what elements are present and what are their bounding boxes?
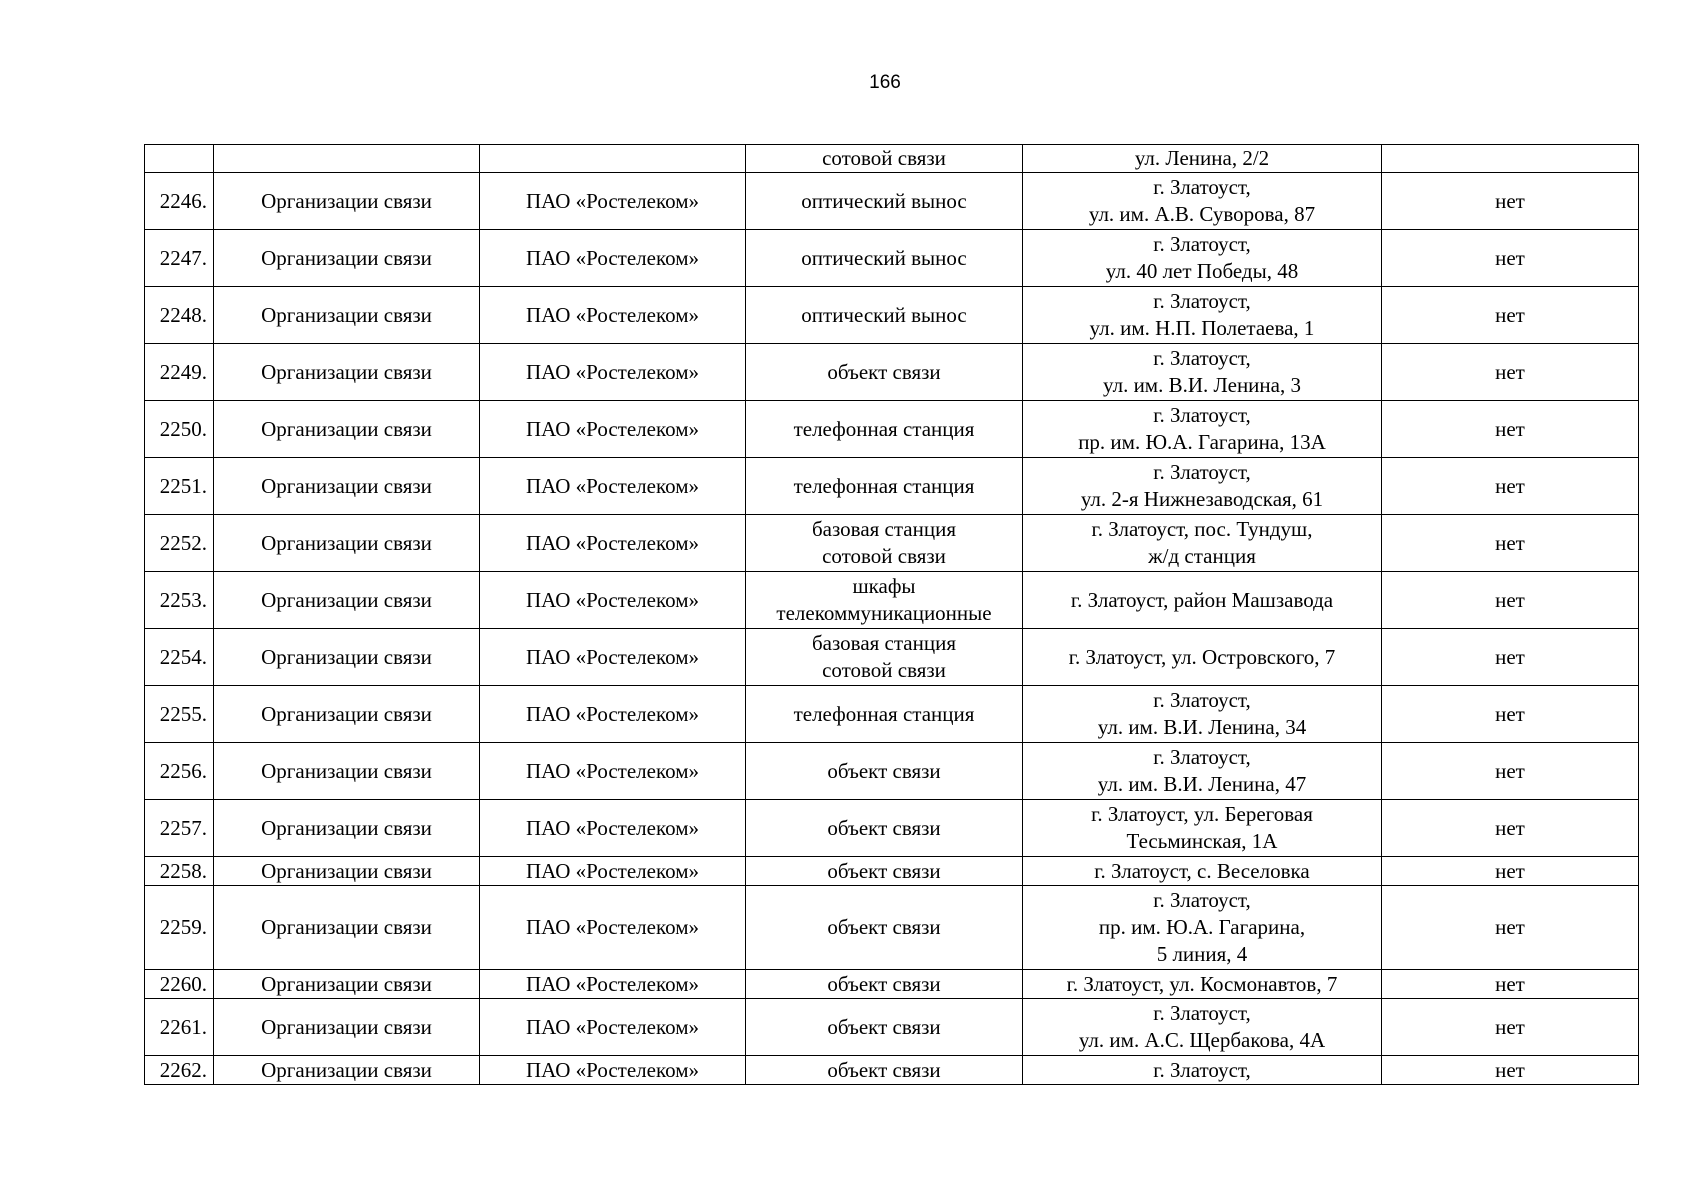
cell-type-line: объект связи: [827, 1014, 941, 1039]
cell-note: нет: [1382, 999, 1639, 1056]
cell-type: [746, 800, 1023, 857]
cell-type-line: базовая станция: [812, 631, 956, 655]
cell-address-line: г. Златоуст,: [1153, 688, 1251, 712]
cell-address: [1023, 886, 1382, 970]
cell-num: 2262.: [145, 1056, 214, 1085]
cell-note: нет: [1382, 230, 1639, 287]
cell-note: нет: [1382, 344, 1639, 401]
cell-note: нет: [1382, 1056, 1639, 1085]
table-row: [145, 515, 1639, 572]
cell-type: [746, 230, 1023, 287]
cell-address-line: ул. им. Н.П. Полетаева, 1: [1089, 316, 1315, 340]
cell-type-line: оптический вынос: [801, 245, 967, 270]
cell-category: Организации связи: [214, 1056, 480, 1085]
cell-num: 2261.: [145, 999, 214, 1056]
cell-type: [746, 515, 1023, 572]
cell-category: Организации связи: [214, 287, 480, 344]
table-row: [145, 686, 1639, 743]
cell-category: Организации связи: [214, 173, 480, 230]
cell-address-line: г. Златоуст, ул. Островского, 7: [1068, 644, 1336, 669]
table-row: [145, 800, 1639, 857]
cell-org: ПАО «Ростелеком»: [480, 287, 746, 344]
cell-org: ПАО «Ростелеком»: [480, 230, 746, 287]
cell-note: нет: [1382, 886, 1639, 970]
cell-category: Организации связи: [214, 800, 480, 857]
cell-num: 2249.: [145, 344, 214, 401]
cell-type: [746, 173, 1023, 230]
cell-address-line: пр. им. Ю.А. Гагарина,: [1098, 915, 1306, 939]
cell-address-line: ж/д станция: [1148, 544, 1256, 568]
table-row: [145, 572, 1639, 629]
cell-num: 2250.: [145, 401, 214, 458]
cell-address: [1023, 458, 1382, 515]
cell-address: [1023, 999, 1382, 1056]
cell-org: ПАО «Ростелеком»: [480, 173, 746, 230]
cell-type: [746, 999, 1023, 1056]
cell-type-line: сотовой связи: [822, 658, 946, 682]
cell-type-line: объект связи: [827, 359, 941, 384]
cell-address-line: г. Златоуст, пос. Тундуш,: [1091, 517, 1313, 541]
registry-table-body: [145, 145, 1639, 1085]
cell-address: [1023, 230, 1382, 287]
cell-address-line: ул. им. В.И. Ленина, 34: [1097, 715, 1307, 739]
table-row: [145, 344, 1639, 401]
cell-org: ПАО «Ростелеком»: [480, 344, 746, 401]
table-row: [145, 857, 1639, 886]
cell-num: 2258.: [145, 857, 214, 886]
cell-type-line: объект связи: [827, 815, 941, 840]
cell-type-line: объект связи: [827, 758, 941, 783]
cell-address: [1023, 344, 1382, 401]
cell-type: [746, 401, 1023, 458]
cell-address-line: г. Златоуст, с. Веселовка: [1094, 858, 1310, 883]
cell-address-line: г. Златоуст,: [1153, 1057, 1251, 1082]
cell-address: [1023, 970, 1382, 999]
cell-address: [1023, 857, 1382, 886]
table-row: [145, 999, 1639, 1056]
cell-note: нет: [1382, 458, 1639, 515]
cell-org: ПАО «Ростелеком»: [480, 970, 746, 999]
cell-address: [1023, 401, 1382, 458]
cell-type-line: объект связи: [827, 858, 941, 883]
cell-num: 2246.: [145, 173, 214, 230]
cell-address-line: г. Златоуст, ул. Береговая: [1091, 802, 1313, 826]
cell-address: [1023, 629, 1382, 686]
cell-num: 2247.: [145, 230, 214, 287]
table-row: [145, 629, 1639, 686]
cell-type-line: объект связи: [827, 915, 941, 939]
cell-address: [1023, 686, 1382, 743]
cell-category: Организации связи: [214, 743, 480, 800]
cell-type-line: телекоммуникационные: [776, 601, 992, 625]
cell-category: Организации связи: [214, 999, 480, 1056]
cell-address-line: г. Златоуст,: [1153, 745, 1251, 769]
page-number: 166: [869, 72, 901, 93]
cell-type: [746, 743, 1023, 800]
cell-org: ПАО «Ростелеком»: [480, 857, 746, 886]
cell-num: 2251.: [145, 458, 214, 515]
cell-type-line: сотовой связи: [822, 544, 946, 568]
cell-address: [1023, 287, 1382, 344]
cell-type-line: базовая станция: [812, 517, 956, 541]
cell-address-line: г. Златоуст,: [1153, 403, 1251, 427]
cell-num: 2255.: [145, 686, 214, 743]
cell-type: [746, 572, 1023, 629]
cell-address-line: ул. им. В.И. Ленина, 47: [1097, 772, 1307, 796]
cell-address-line: пр. им. Ю.А. Гагарина, 13А: [1078, 430, 1326, 454]
cell-num: 2248.: [145, 287, 214, 344]
cell-category: Организации связи: [214, 572, 480, 629]
cell-org: ПАО «Ростелеком»: [480, 886, 746, 970]
cell-address-line: г. Златоуст,: [1153, 1001, 1251, 1025]
cell-note: нет: [1382, 800, 1639, 857]
cell-note: [1382, 145, 1639, 173]
cell-address: [1023, 800, 1382, 857]
cell-type: [746, 1056, 1023, 1085]
table-row: [145, 287, 1639, 344]
cell-org: ПАО «Ростелеком»: [480, 515, 746, 572]
cell-note: нет: [1382, 173, 1639, 230]
cell-org: ПАО «Ростелеком»: [480, 629, 746, 686]
cell-num: 2260.: [145, 970, 214, 999]
cell-org: ПАО «Ростелеком»: [480, 458, 746, 515]
registry-table: [144, 144, 1639, 1085]
cell-type-line: телефонная станция: [793, 701, 975, 726]
cell-address: ул. Ленина, 2/2: [1023, 145, 1382, 173]
cell-note: нет: [1382, 515, 1639, 572]
table-row: [145, 743, 1639, 800]
cell-category: Организации связи: [214, 344, 480, 401]
cell-address-line: ул. 2-я Нижнезаводская, 61: [1080, 487, 1324, 511]
cell-category: Организации связи: [214, 401, 480, 458]
cell-note: нет: [1382, 572, 1639, 629]
cell-note: нет: [1382, 401, 1639, 458]
cell-address-line: г. Златоуст,: [1153, 888, 1251, 912]
cell-type: [746, 886, 1023, 970]
cell-type: сотовой связи: [746, 145, 1023, 173]
cell-type-line: объект связи: [827, 1057, 941, 1082]
cell-note: нет: [1382, 686, 1639, 743]
table-row: [145, 230, 1639, 287]
cell-org: ПАО «Ростелеком»: [480, 401, 746, 458]
cell-type: [746, 344, 1023, 401]
cell-address-line: 5 линия, 4: [1156, 942, 1248, 966]
table-row: [145, 1056, 1639, 1085]
cell-org: ПАО «Ростелеком»: [480, 572, 746, 629]
cell-type-line: шкафы: [852, 574, 916, 598]
cell-address-line: г. Златоуст,: [1153, 175, 1251, 199]
cell-type: [746, 686, 1023, 743]
cell-num: 2256.: [145, 743, 214, 800]
cell-address-line: г. Златоуст,: [1153, 289, 1251, 313]
table-row: [145, 886, 1639, 970]
cell-type: [746, 970, 1023, 999]
cell-note: нет: [1382, 629, 1639, 686]
cell-num: [145, 145, 214, 173]
cell-num: 2257.: [145, 800, 214, 857]
cell-category: Организации связи: [214, 857, 480, 886]
cell-address-line: г. Златоуст, ул. Космонавтов, 7: [1066, 971, 1338, 996]
cell-address: [1023, 515, 1382, 572]
cell-type-line: телефонная станция: [793, 416, 975, 441]
cell-note: нет: [1382, 743, 1639, 800]
cell-type-line: телефонная станция: [793, 473, 975, 498]
cell-address-line: ул. 40 лет Победы, 48: [1105, 259, 1299, 283]
cell-org: ПАО «Ростелеком»: [480, 743, 746, 800]
cell-address-line: г. Златоуст,: [1153, 232, 1251, 256]
cell-category: Организации связи: [214, 970, 480, 999]
cell-note: нет: [1382, 287, 1639, 344]
table-row: [145, 458, 1639, 515]
cell-category: Организации связи: [214, 458, 480, 515]
cell-address-line: г. Златоуст, район Машзавода: [1070, 587, 1334, 612]
cell-address-line: Тесьминская, 1А: [1126, 829, 1278, 853]
cell-type: [746, 287, 1023, 344]
cell-category: Организации связи: [214, 629, 480, 686]
cell-address: [1023, 572, 1382, 629]
cell-org: ПАО «Ростелеком»: [480, 686, 746, 743]
cell-address-line: ул. им. В.И. Ленина, 3: [1103, 373, 1301, 397]
cell-category: Организации связи: [214, 230, 480, 287]
table-row: [145, 173, 1639, 230]
cell-org: ПАО «Ростелеком»: [480, 1056, 746, 1085]
cell-note: нет: [1382, 970, 1639, 999]
cell-address-line: г. Златоуст,: [1153, 460, 1251, 484]
cell-address: [1023, 743, 1382, 800]
cell-address-line: ул. им. А.В. Суворова, 87: [1088, 202, 1316, 226]
table-row: [145, 970, 1639, 999]
cell-category: [214, 145, 480, 173]
cell-category: Организации связи: [214, 515, 480, 572]
table-row: [145, 401, 1639, 458]
cell-address: [1023, 1056, 1382, 1085]
cell-type-line: объект связи: [827, 971, 941, 996]
cell-address-line: г. Златоуст,: [1153, 346, 1251, 370]
cell-address: [1023, 173, 1382, 230]
cell-num: 2252.: [145, 515, 214, 572]
cell-org: ПАО «Ростелеком»: [480, 999, 746, 1056]
cell-type-line: оптический вынос: [801, 188, 967, 213]
cell-type: [746, 458, 1023, 515]
cell-type-line: оптический вынос: [801, 302, 967, 327]
cell-org: [480, 145, 746, 173]
cell-note: нет: [1382, 857, 1639, 886]
cell-category: Организации связи: [214, 686, 480, 743]
cell-num: 2254.: [145, 629, 214, 686]
cell-num: 2253.: [145, 572, 214, 629]
cell-org: ПАО «Ростелеком»: [480, 800, 746, 857]
cell-category: Организации связи: [214, 886, 480, 970]
continued-row: [145, 145, 1639, 173]
cell-num: 2259.: [145, 886, 214, 970]
cell-address-line: ул. им. А.С. Щербакова, 4А: [1078, 1028, 1326, 1052]
cell-type: [746, 857, 1023, 886]
cell-type: [746, 629, 1023, 686]
